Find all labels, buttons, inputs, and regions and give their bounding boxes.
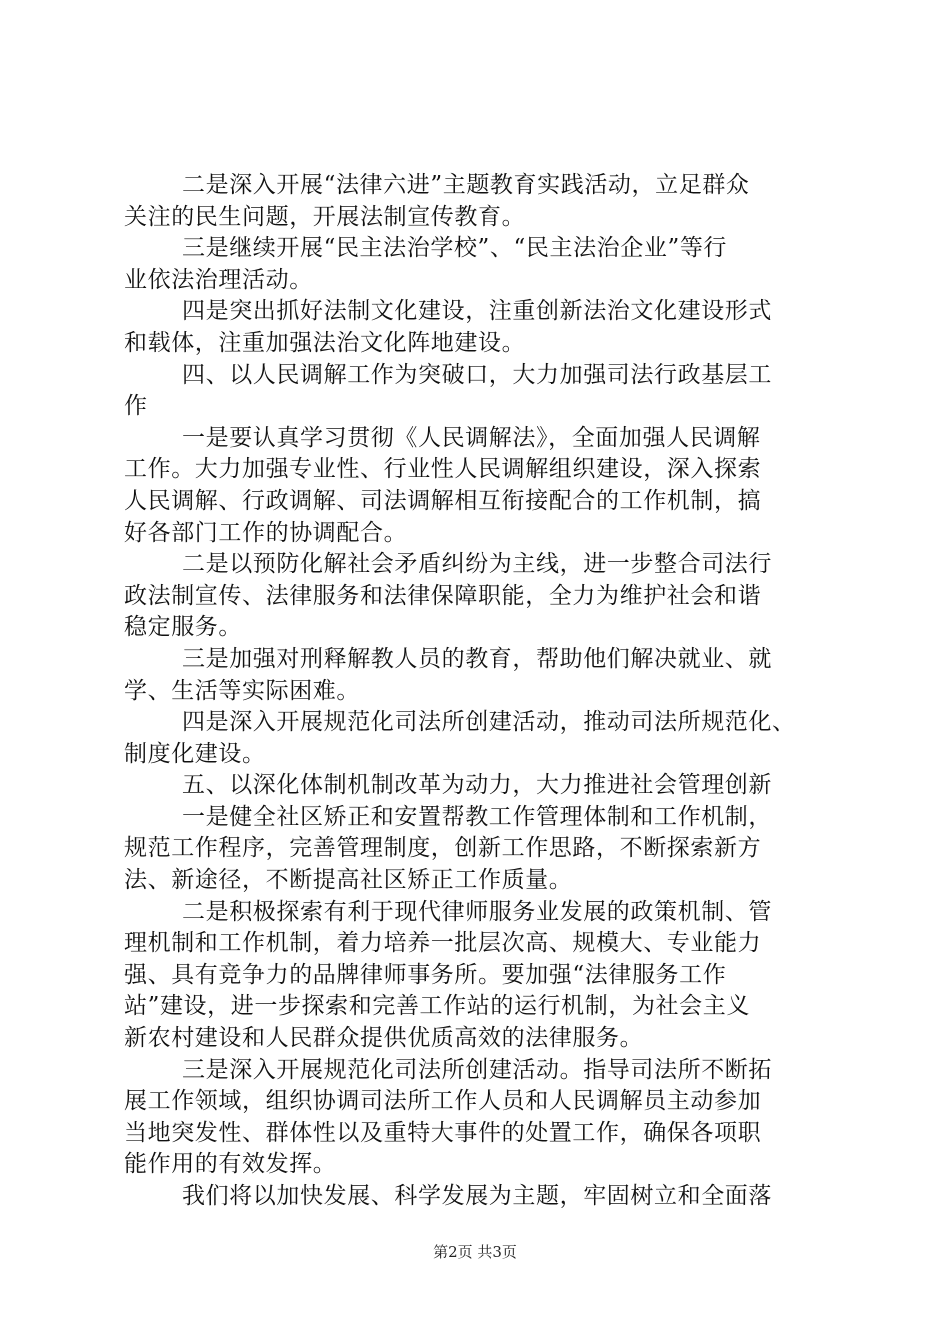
text-line: 四是突出抓好法制文化建设，注重创新法治文化建设形式 xyxy=(182,298,772,325)
text-line: 一是健全社区矫正和安置帮教工作管理体制和工作机制， xyxy=(182,803,772,830)
text-line: 政法制宣传、法律服务和法律保障职能，全力为维护社会和谐 xyxy=(124,582,762,609)
text-line: 三是深入开展规范化司法所创建活动。指导司法所不断拓 xyxy=(182,1056,772,1083)
page-footer: 第2页 共3页 xyxy=(433,1243,517,1261)
text-line: 四、以人民调解工作为突破口，大力加强司法行政基层工 xyxy=(182,361,772,388)
text-line: 二是以预防化解社会矛盾纠纷为主线，进一步整合司法行 xyxy=(182,551,772,578)
text-line: 四是深入开展规范化司法所创建活动，推动司法所规范化、 xyxy=(182,709,796,736)
text-line: 展工作领域，组织协调司法所工作人员和人民调解员主动参加 xyxy=(124,1088,762,1115)
text-line: 三是继续开展“民主法治学校”、“民主法治企业”等行 xyxy=(182,235,728,262)
text-line: 五、以深化体制机制改革为动力，大力推进社会管理创新 xyxy=(182,772,772,799)
text-line: 我们将以加快发展、科学发展为主题，牢固树立和全面落 xyxy=(182,1183,772,1209)
text-line: 站”建设，进一步探索和完善工作站的运行机制，为社会主义 xyxy=(124,993,750,1020)
text-line: 强、具有竞争力的品牌律师事务所。要加强“法律服务工作 xyxy=(124,961,727,988)
text-line: 能作用的有效发挥。 xyxy=(124,1151,337,1178)
text-line: 一是要认真学习贯彻《人民调解法》，全面加强人民调解 xyxy=(182,424,761,451)
text-line: 作 xyxy=(124,393,148,420)
text-line: 关注的民生问题，开展法制宣传教育。 xyxy=(124,203,526,230)
text-line: 稳定服务。 xyxy=(124,614,242,641)
text-line: 制度化建设。 xyxy=(124,740,266,767)
text-line: 和载体，注重加强法治文化阵地建设。 xyxy=(124,329,526,356)
text-line: 三是加强对刑释解教人员的教育，帮助他们解决就业、就 xyxy=(182,645,772,672)
text-line: 二是积极探索有利于现代律师服务业发展的政策机制、管 xyxy=(182,898,772,925)
document-body xyxy=(124,170,836,1213)
text-line: 二是深入开展“法律六进”主题教育实践活动，立足群众 xyxy=(182,172,750,198)
text-line: 理机制和工作机制，着力培养一批层次高、规模大、专业能力 xyxy=(124,930,762,957)
text-line: 工作。大力加强专业性、行业性人民调解组织建设，深入探索 xyxy=(124,456,762,483)
text-line: 学、生活等实际困难。 xyxy=(124,677,360,704)
text-line: 规范工作程序，完善管理制度，创新工作思路，不断探索新方 xyxy=(124,835,762,862)
text-line: 法、新途径，不断提高社区矫正工作质量。 xyxy=(124,867,573,894)
text-line: 业依法治理活动。 xyxy=(124,266,313,293)
text-line: 新农村建设和人民群众提供优质高效的法律服务。 xyxy=(124,1025,644,1052)
text-line: 人民调解、行政调解、司法调解相互衔接配合的工作机制，搞 xyxy=(124,487,762,514)
text-line: 当地突发性、群体性以及重特大事件的处置工作，确保各项职 xyxy=(124,1119,762,1146)
text-line: 好各部门工作的协调配合。 xyxy=(124,519,408,546)
